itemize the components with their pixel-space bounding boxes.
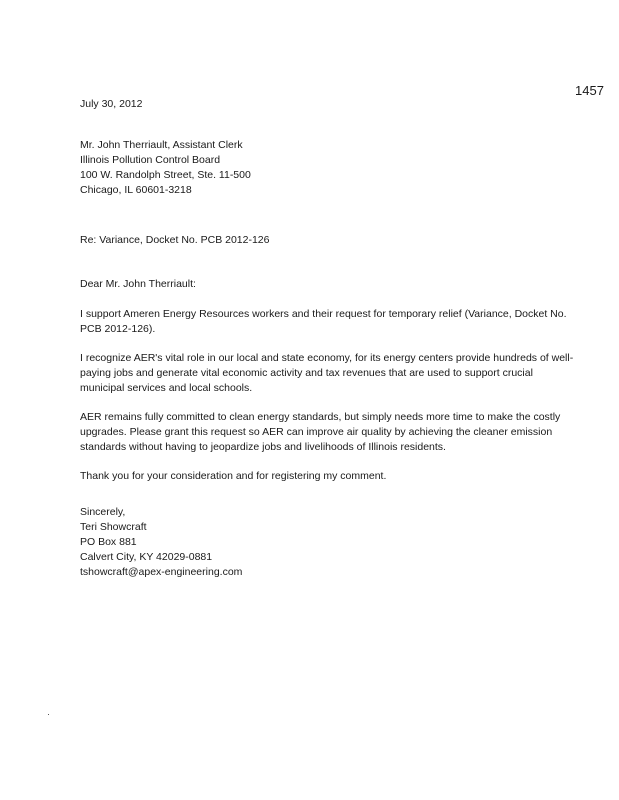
letter-date: July 30, 2012 (80, 98, 143, 110)
letter-body (80, 97, 580, 580)
salutation: Dear Mr. John Therriault: (80, 278, 196, 290)
body-paragraph: AER remains fully committed to clean energy standards, but simply needs more time to make the costly upgrades. Please grant this request so AER can improve air quality by achieving the cleaner emission standards without having to jeopardize jobs and livelihoods of Illinois residents. (80, 411, 561, 453)
signature-block (80, 505, 580, 580)
signer-name: Teri Showcraft (80, 521, 147, 533)
recipient-line: 100 W. Randolph Street, Ste. 11-500 (80, 169, 251, 181)
signer-email: tshowcraft@apex-engineering.com (80, 566, 243, 578)
signer-city: Calvert City, KY 42029-0881 (80, 551, 213, 563)
scan-speck (48, 714, 49, 715)
page-number: 1457 (575, 83, 604, 98)
body-paragraph: Thank you for your consideration and for registering my comment. (80, 470, 387, 482)
re-line: Re: Variance, Docket No. PCB 2012-126 (80, 234, 270, 246)
recipient-line: Chicago, IL 60601-3218 (80, 184, 192, 196)
recipient-line: Illinois Pollution Control Board (80, 154, 221, 166)
body-paragraph: I support Ameren Energy Resources workers and their request for temporary relief (Variance, Docket No. PCB 2012-126). (80, 308, 567, 335)
signer-po-box: PO Box 881 (80, 536, 137, 548)
body-paragraph: I recognize AER's vital role in our local and state economy, for its energy centers provide hundreds of well-paying jobs and generate vital economic activity and tax revenues that are used to support crucial municipal services and local schools. (80, 352, 574, 394)
recipient-address (80, 138, 580, 198)
closing: Sincerely, (80, 506, 126, 518)
recipient-line: Mr. John Therriault, Assistant Clerk (80, 139, 243, 151)
